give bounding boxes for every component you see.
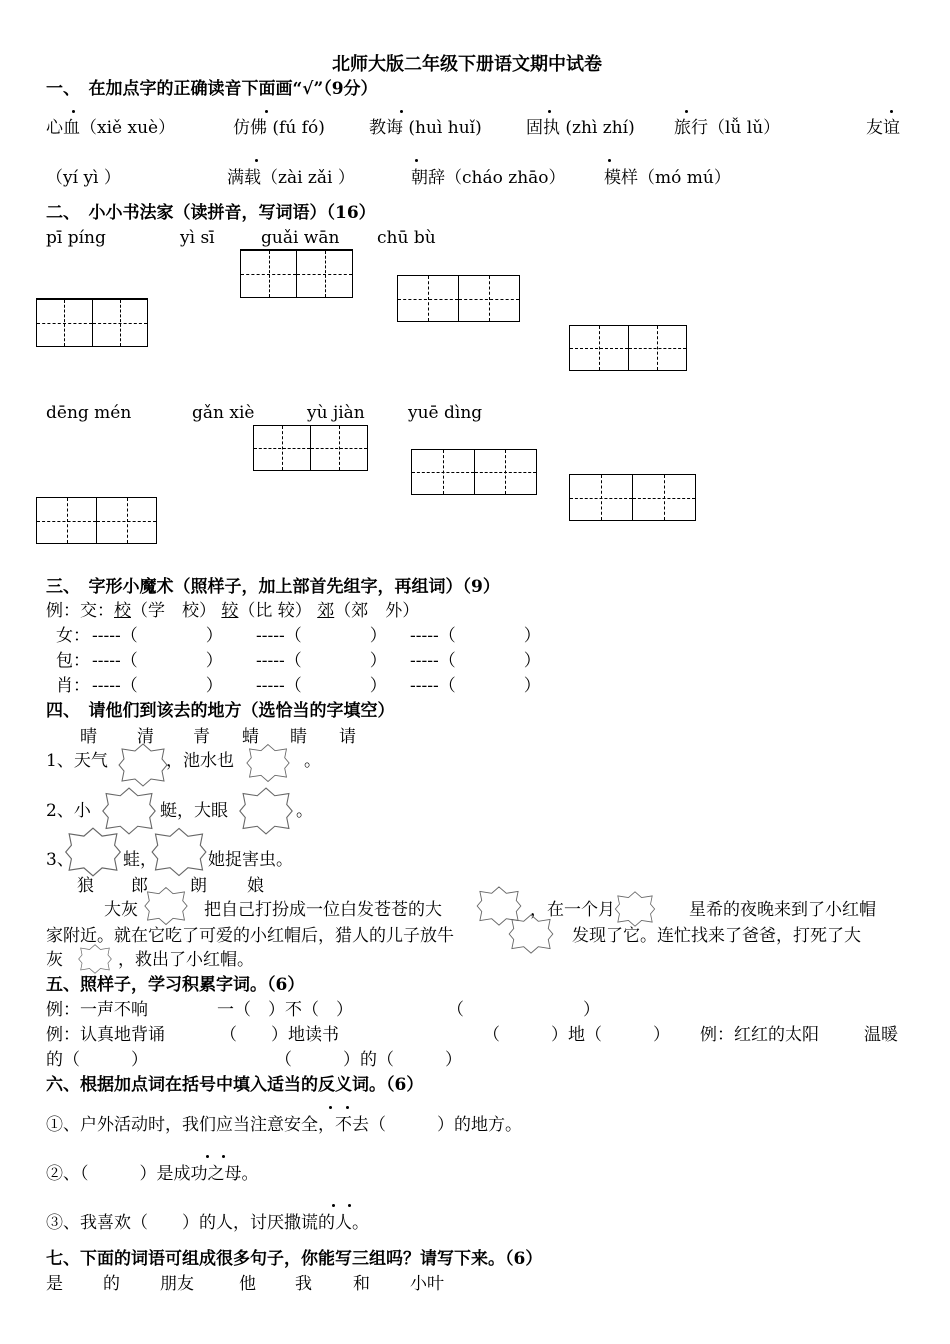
star-answer-box[interactable] <box>506 914 556 954</box>
pinyin-8: yuē dìng <box>408 403 483 423</box>
emphasis-dot <box>685 110 688 113</box>
s4-line-3-text: 她捉害虫。 <box>208 850 293 870</box>
s6-question-3: ③、我喜欢（ ）的人，讨厌撒谎的人。 <box>46 1213 369 1233</box>
section-4-heading: 四、 请他们到该去的地方（选恰当的字填空） <box>46 701 395 721</box>
star-answer-box[interactable] <box>144 886 188 926</box>
s5-text: 例：认真地背诵 <box>46 1025 165 1045</box>
s3-blank[interactable]: -----（ ） <box>256 626 387 646</box>
emphasis-dot <box>206 1155 209 1158</box>
s4-para-text: 把自己打扮成一位白发苍苍的大 <box>204 900 442 920</box>
s1-item-6: 友谊 <box>866 118 900 138</box>
s6-question-1: ①、户外活动时，我们应当注意安全，不去（ ）的地方。 <box>46 1115 522 1135</box>
s4-line-3-text: 蛙， <box>123 850 157 870</box>
pinyin-3: guǎi wān <box>261 228 340 248</box>
s3-blank[interactable]: -----（ ） <box>256 651 387 671</box>
char-option: 朗 <box>190 876 207 896</box>
emphasis-dot <box>72 110 75 113</box>
example-word: （比 较） <box>238 601 312 621</box>
emphasis-dot <box>890 110 893 113</box>
s5-blank[interactable]: （ ）地读书 <box>220 1025 339 1045</box>
s1-item-2: 仿佛 (fú fó) <box>233 118 325 138</box>
emphasis-dot <box>332 1204 335 1207</box>
page-title: 北师大版二年级下册语文期中试卷 <box>332 54 602 74</box>
star-answer-box[interactable] <box>246 743 290 783</box>
char-option: 请 <box>339 727 356 747</box>
section-3-heading: 三、 字形小魔术（照样子，加上部首先组字，再组词）（9） <box>46 577 500 597</box>
s1-item-7: （yí yì ） <box>46 168 121 188</box>
example-char: 较 <box>221 601 239 621</box>
s1-item-10: 模样（mó mú） <box>604 168 731 188</box>
s4-line-1-text: 。 <box>304 751 321 771</box>
s4-para-text: ，救出了小红帽。 <box>118 950 254 970</box>
char-option: 狼 <box>77 876 94 896</box>
writing-grid[interactable] <box>36 298 148 347</box>
char-option: 蜻 <box>242 727 259 747</box>
example-word: （学 校） <box>131 601 216 621</box>
char-option: 晴 <box>80 727 97 747</box>
char-option: 睛 <box>290 727 307 747</box>
star-answer-box[interactable] <box>151 827 207 877</box>
emphasis-dot <box>329 1106 332 1109</box>
char-option: 清 <box>137 727 154 747</box>
s4-line-2-text: 。 <box>296 801 313 821</box>
word-option: 是 <box>46 1274 63 1294</box>
s4-para-text: 大灰 <box>104 900 138 920</box>
char-option: 郎 <box>131 876 148 896</box>
word-option: 他 <box>239 1274 256 1294</box>
section-2-heading: 二、 小小书法家（读拼音，写词语）（16） <box>46 203 376 223</box>
writing-grid[interactable] <box>569 474 696 521</box>
s3-blank[interactable]: -----（ ） <box>410 651 541 671</box>
s3-example <box>46 601 419 621</box>
example-label: 例：交： <box>46 601 114 621</box>
star-answer-box[interactable] <box>614 891 656 927</box>
pinyin-4: chū bù <box>377 228 436 248</box>
s1-item-4: 固执 (zhì zhí) <box>526 118 635 138</box>
s4-line-1-text: 1、天气 <box>46 751 108 771</box>
s5-text: 例：一声不响 <box>46 1000 148 1020</box>
s1-item-9: 朝辞（cháo zhāo） <box>411 168 566 188</box>
writing-grid[interactable] <box>240 249 353 298</box>
word-option: 我 <box>295 1274 312 1294</box>
s5-blank[interactable]: 的（ ） <box>46 1050 148 1070</box>
emphasis-dot <box>608 159 611 162</box>
emphasis-dot <box>548 110 551 113</box>
s3-blank[interactable]: -----（ ） <box>410 626 541 646</box>
s1-item-5: 旅行（lǚ lǔ） <box>674 118 781 138</box>
s3-blank[interactable]: -----（ ） <box>410 676 541 696</box>
example-char: 郊 <box>317 601 335 621</box>
s1-item-3: 教诲 (huì huǐ) <box>369 118 482 138</box>
s1-item-1: 心血（xiě xuè） <box>46 118 176 138</box>
s4-line-2-text: 2、小 <box>46 801 91 821</box>
s4-para-text: 星希的夜晚来到了小红帽 <box>689 900 876 920</box>
emphasis-dot <box>415 159 418 162</box>
star-answer-box[interactable] <box>118 743 168 787</box>
section-5-heading: 五、照样子，学习积累字词。（6） <box>46 975 305 995</box>
example-word: （郊 外） <box>334 601 420 621</box>
pinyin-7: yù jiàn <box>307 403 365 423</box>
s5-text: 温暖 <box>864 1025 898 1045</box>
emphasis-dot <box>222 1155 225 1158</box>
star-answer-box[interactable] <box>70 944 120 974</box>
s3-row-label: 肖： <box>56 676 90 696</box>
star-answer-box[interactable] <box>64 827 122 877</box>
s6-question-2: ②、（ ）是成功之母。 <box>46 1164 259 1184</box>
section-1-heading: 一、 在加点字的正确读音下面画“√”（9分） <box>46 79 378 99</box>
emphasis-dot <box>348 1204 351 1207</box>
s3-blank[interactable]: -----（ ） <box>92 651 223 671</box>
word-option: 小叶 <box>410 1274 444 1294</box>
star-answer-box[interactable] <box>238 787 294 835</box>
s3-row-label: 包： <box>56 651 90 671</box>
writing-grid[interactable] <box>36 497 157 544</box>
s5-blank[interactable]: 一（ ）不（ ） <box>217 1000 353 1020</box>
example-char: 校 <box>114 601 131 621</box>
pinyin-5: dēng mén <box>46 403 132 423</box>
writing-grid[interactable] <box>411 449 537 495</box>
writing-grid[interactable] <box>397 275 520 322</box>
writing-grid[interactable] <box>253 425 368 471</box>
pinyin-1: pī píng <box>46 228 106 248</box>
emphasis-dot <box>255 159 258 162</box>
s1-item-8: 满载（zài zǎi ） <box>227 168 355 188</box>
pinyin-2: yì sī <box>180 228 215 248</box>
section-7-heading: 七、下面的词语可组成很多句子，你能写三组吗？请写下来。（6） <box>46 1249 543 1269</box>
s5-blank[interactable]: （ ） <box>447 1000 600 1020</box>
section-6-heading: 六、根据加点词在括号中填入适当的反义词。（6） <box>46 1075 424 1095</box>
s4-line-2-text: 蜓，大眼 <box>160 801 228 821</box>
s5-blank[interactable]: （ ）地（ ） <box>483 1025 670 1045</box>
s4-para-text: 发现了它。连忙找来了爸爸，打死了大 <box>572 926 861 946</box>
s5-text: 例：红红的太阳 <box>700 1025 819 1045</box>
s3-blank[interactable]: -----（ ） <box>92 626 223 646</box>
s3-row-label: 女： <box>56 626 90 646</box>
s3-blank[interactable]: -----（ ） <box>92 676 223 696</box>
writing-grid[interactable] <box>569 325 687 371</box>
s3-blank[interactable]: -----（ ） <box>256 676 387 696</box>
char-option: 娘 <box>247 876 264 896</box>
s4-line-1-text: ，池水也 <box>166 751 234 771</box>
emphasis-dot <box>400 110 403 113</box>
emphasis-dot <box>265 110 268 113</box>
s4-para-text: 家附近。就在它吃了可爱的小红帽后，猎人的儿子放牛 <box>46 926 454 946</box>
s5-blank[interactable]: （ ）的（ ） <box>275 1050 462 1070</box>
s4-para-text: ，在一个月 <box>530 900 615 920</box>
word-option: 的 <box>103 1274 120 1294</box>
char-option: 青 <box>193 727 210 747</box>
pinyin-6: gǎn xiè <box>192 403 255 423</box>
word-option: 朋友 <box>160 1274 194 1294</box>
s4-para-text: 灰 <box>46 950 63 970</box>
emphasis-dot <box>346 1106 349 1109</box>
word-option: 和 <box>353 1274 370 1294</box>
s4-line-3-text: 3、 <box>46 850 74 870</box>
